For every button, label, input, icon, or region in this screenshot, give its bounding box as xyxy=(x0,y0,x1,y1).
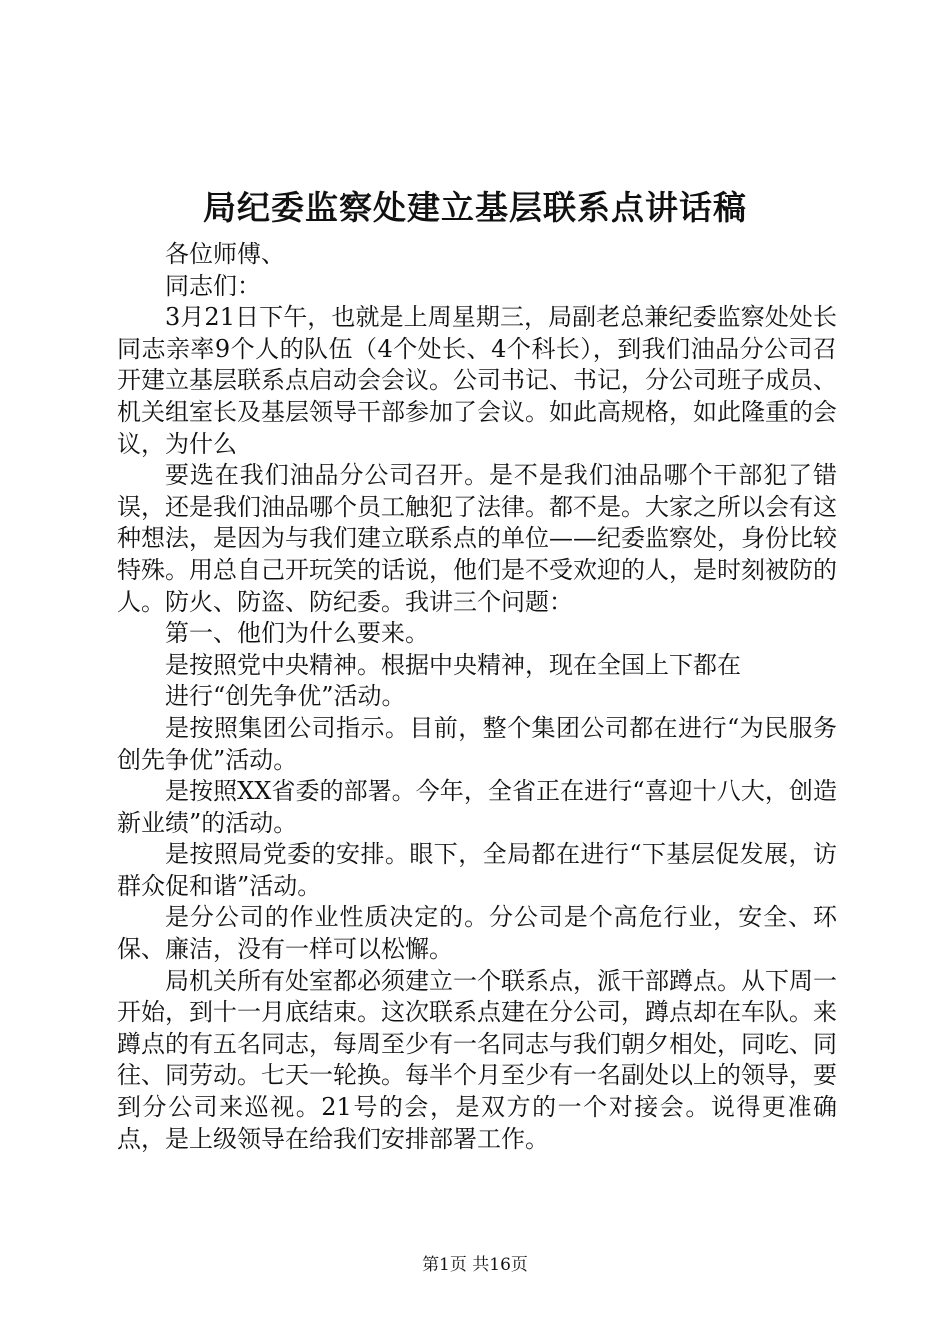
paragraph-8: 是按照局党委的安排。眼下，全局都在进行“下基层促发展，访群众促和谐”活动。 xyxy=(117,840,837,900)
paragraph-greeting-2: 同志们： xyxy=(165,271,261,300)
document-title: 局纪委监察处建立基层联系点讲话稿 xyxy=(203,188,747,227)
paragraph-6: 是按照集团公司指示。目前，整个集团公司都在进行“为民服务创先争优”活动。 xyxy=(117,713,837,774)
paragraph-5: 进行“创先争优”活动。 xyxy=(165,682,406,711)
paragraph-1: 3月21日下午，也就是上周星期三，局副老总兼纪委监察处处长同志亲率9个人的队伍（4个处长、4个科长），到我们油品分公司召开建立基层联系点启动会会议。公司书记、书记，分公司班子成员、机关组室长及基层领导干部参加了会议。如此高规格，如此隆重的会议，为什么 xyxy=(117,303,837,458)
paragraph-10: 局机关所有处室都必须建立一个联系点，派干部蹲点。从下周一开始，到十一月底结束。这次联系点建在分公司，蹲点却在车队。来蹲点的有五名同志，每周至少有一名同志与我们朝夕相处，同吃、同往、同劳动。七天一轮换。每半个月至少有一名副处以上的领导，要到分公司来巡视。21号的会，是双方的一个对接会。说得更准确点，是上级领导在给我们安排部署工作。 xyxy=(117,966,837,1153)
page-footer: 第1页 共16页 xyxy=(422,1255,528,1275)
paragraph-4: 是按照党中央精神。根据中央精神，现在全国上下都在 xyxy=(165,650,741,679)
paragraph-greeting-1: 各位师傅、 xyxy=(165,240,285,268)
paragraph-7: 是按照XX省委的部署。今年，全省正在进行“喜迎十八大，创造新业绩”的活动。 xyxy=(117,777,837,837)
paragraph-2: 要选在我们油品分公司召开。是不是我们油品哪个干部犯了错误，还是我们油品哪个员工触犯了法律。都不是。大家之所以会有这种想法，是因为与我们建立联系点的单位——纪委监察处，身份比较特殊。用总自己开玩笑的话说，他们是不受欢迎的人，是时刻被防的人。防火、防盗、防纪委。我讲三个问题： xyxy=(117,461,837,616)
document-body xyxy=(117,239,837,1155)
paragraph-9: 是分公司的作业性质决定的。分公司是个高危行业，安全、环保、廉洁，没有一样可以松懈。 xyxy=(117,903,837,964)
paragraph-3: 第一、他们为什么要来。 xyxy=(165,619,429,648)
